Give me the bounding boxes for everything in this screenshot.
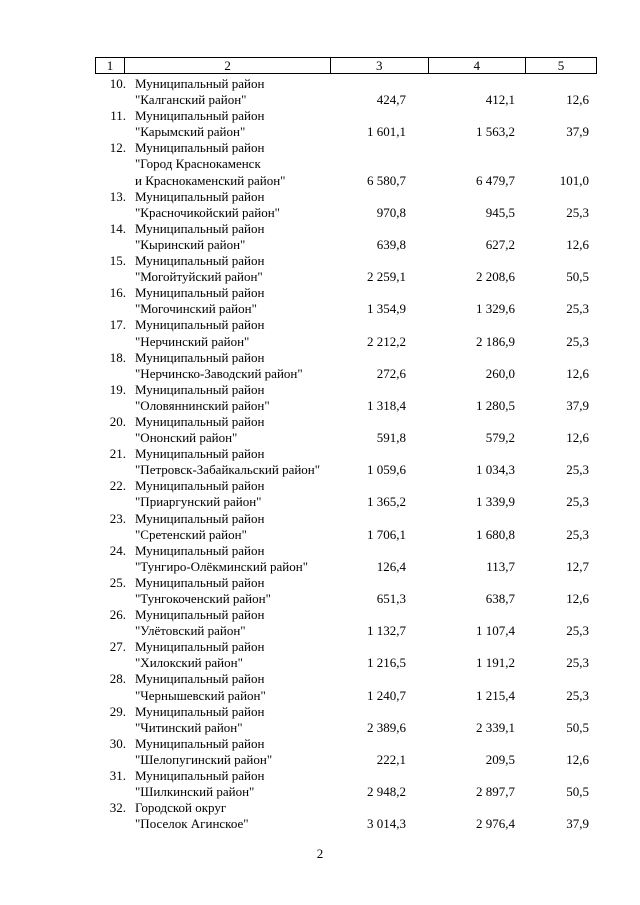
value-col-4: 6 479,7 bbox=[476, 172, 515, 188]
value-col-4: 2 186,9 bbox=[476, 333, 515, 349]
table-row bbox=[0, 575, 640, 607]
table-row bbox=[0, 108, 640, 140]
row-number: 24. bbox=[109, 542, 126, 558]
district-name bbox=[135, 575, 271, 607]
district-name-line: Муниципальный район bbox=[135, 76, 265, 91]
row-number: 17. bbox=[109, 317, 126, 333]
district-name-line: "Могойтуйский район" bbox=[135, 269, 263, 285]
value-col-3: 651,3 bbox=[376, 591, 406, 607]
table-row bbox=[0, 446, 640, 478]
district-name bbox=[135, 543, 308, 575]
value-col-4: 209,5 bbox=[485, 751, 515, 767]
value-col-4: 945,5 bbox=[485, 204, 515, 220]
district-name-line: "Карымский район" bbox=[135, 124, 246, 140]
value-col-5: 12,6 bbox=[566, 751, 589, 767]
value-col-4: 1 563,2 bbox=[476, 124, 515, 140]
row-number: 31. bbox=[109, 768, 126, 784]
district-name-line: Муниципальный район bbox=[135, 140, 265, 156]
value-col-5: 25,3 bbox=[566, 687, 589, 703]
value-col-3: 222,1 bbox=[376, 751, 406, 767]
district-name bbox=[135, 800, 249, 832]
value-col-3: 1 354,9 bbox=[367, 301, 406, 317]
district-name bbox=[135, 189, 280, 221]
district-name-line: "Улётовский район" bbox=[135, 623, 246, 639]
row-number: 25. bbox=[109, 574, 126, 590]
value-col-5: 12,6 bbox=[566, 430, 589, 446]
header-col-4: 4 bbox=[429, 58, 526, 73]
district-name-line: Муниципальный район bbox=[135, 253, 265, 269]
district-name-line: "Чернышевский район" bbox=[135, 687, 266, 703]
district-name-line: Муниципальный район bbox=[135, 768, 265, 784]
district-name bbox=[135, 414, 264, 446]
value-col-5: 25,3 bbox=[566, 204, 589, 220]
value-col-3: 1 216,5 bbox=[367, 655, 406, 671]
value-col-5: 37,9 bbox=[566, 397, 589, 413]
header-col-1: 1 bbox=[96, 58, 125, 73]
value-col-5: 12,6 bbox=[566, 236, 589, 252]
row-number: 12. bbox=[109, 140, 126, 156]
row-number: 29. bbox=[109, 703, 126, 719]
district-name-line: "Шелопугинский район" bbox=[135, 751, 273, 767]
value-col-4: 1 107,4 bbox=[476, 623, 515, 639]
district-name-line: Муниципальный район bbox=[135, 510, 265, 526]
table-row bbox=[0, 478, 640, 510]
district-name-line: Муниципальный район bbox=[135, 607, 265, 623]
value-col-4: 1 034,3 bbox=[476, 462, 515, 478]
value-col-4: 2 208,6 bbox=[476, 269, 515, 285]
value-col-4: 1 215,4 bbox=[476, 687, 515, 703]
table-row bbox=[0, 76, 640, 108]
value-col-3: 1 132,7 bbox=[367, 623, 406, 639]
value-col-5: 12,6 bbox=[566, 365, 589, 381]
row-number: 23. bbox=[109, 510, 126, 526]
district-name-line: Муниципальный район bbox=[135, 478, 265, 494]
value-col-4: 579,2 bbox=[485, 430, 515, 446]
district-name-line: Муниципальный район bbox=[135, 349, 265, 365]
table-row bbox=[0, 768, 640, 800]
district-name bbox=[135, 76, 264, 108]
district-name-line: Муниципальный район bbox=[135, 285, 265, 301]
row-number: 26. bbox=[109, 607, 126, 623]
value-col-3: 1 240,7 bbox=[367, 687, 406, 703]
value-col-3: 1 318,4 bbox=[367, 397, 406, 413]
row-number: 20. bbox=[109, 413, 126, 429]
row-number: 28. bbox=[109, 671, 126, 687]
district-name bbox=[135, 140, 285, 188]
district-name-line: "Красночикойский район" bbox=[135, 204, 280, 220]
district-name bbox=[135, 221, 264, 253]
district-name-line: Муниципальный район bbox=[135, 446, 265, 462]
header-col-3: 3 bbox=[331, 58, 428, 73]
table-header bbox=[95, 57, 597, 74]
value-col-3: 591,8 bbox=[376, 430, 406, 446]
value-col-4: 1 280,5 bbox=[476, 397, 515, 413]
district-name-line: "Нерчинский район" bbox=[135, 333, 250, 349]
value-col-5: 50,5 bbox=[566, 269, 589, 285]
district-name-line: "Тунгокоченский район" bbox=[135, 591, 271, 607]
value-col-3: 1 059,6 bbox=[367, 462, 406, 478]
table-row bbox=[0, 253, 640, 285]
district-name bbox=[135, 736, 272, 768]
row-number: 13. bbox=[109, 188, 126, 204]
value-col-4: 260,0 bbox=[485, 365, 515, 381]
district-name bbox=[135, 768, 264, 800]
value-col-3: 3 014,3 bbox=[367, 816, 406, 832]
table-row bbox=[0, 317, 640, 349]
district-name-line: Муниципальный район bbox=[135, 381, 265, 397]
value-col-3: 970,8 bbox=[376, 204, 406, 220]
value-col-3: 2 948,2 bbox=[367, 784, 406, 800]
value-col-4: 2 897,7 bbox=[476, 784, 515, 800]
value-col-4: 1 339,9 bbox=[476, 494, 515, 510]
district-name bbox=[135, 108, 264, 140]
value-col-4: 113,7 bbox=[486, 558, 515, 574]
row-number: 18. bbox=[109, 349, 126, 365]
value-col-5: 37,9 bbox=[566, 816, 589, 832]
district-name-line: "Кыринский район" bbox=[135, 236, 246, 252]
page-number: 2 bbox=[316, 846, 324, 861]
row-number: 15. bbox=[109, 253, 126, 269]
district-name-line: Муниципальный район bbox=[135, 574, 265, 590]
table-row bbox=[0, 350, 640, 382]
table-row bbox=[0, 543, 640, 575]
value-col-5: 50,5 bbox=[566, 719, 589, 735]
district-name-line: Муниципальный район bbox=[135, 188, 265, 204]
value-col-4: 1 680,8 bbox=[476, 526, 515, 542]
value-col-4: 412,1 bbox=[485, 92, 515, 108]
table-row bbox=[0, 704, 640, 736]
table-row bbox=[0, 382, 640, 414]
table-row bbox=[0, 736, 640, 768]
district-name-line: "Могочинский район" bbox=[135, 301, 257, 317]
row-number: 32. bbox=[109, 800, 126, 816]
header-col-2: 2 bbox=[125, 58, 331, 73]
value-col-5: 50,5 bbox=[566, 784, 589, 800]
value-col-3: 1 365,2 bbox=[367, 494, 406, 510]
district-name-line: Муниципальный район bbox=[135, 317, 265, 333]
district-name-line: Муниципальный район bbox=[135, 639, 265, 655]
district-name bbox=[135, 639, 264, 671]
value-col-3: 272,6 bbox=[376, 365, 406, 381]
district-name-line: "Тунгиро-Олёкминский район" bbox=[135, 558, 309, 574]
row-number: 21. bbox=[109, 446, 126, 462]
value-col-3: 424,7 bbox=[376, 92, 406, 108]
district-name bbox=[135, 382, 270, 414]
district-name-line: "Петровск-Забайкальский район" bbox=[135, 462, 321, 478]
value-col-4: 638,7 bbox=[485, 591, 515, 607]
table-row bbox=[0, 285, 640, 317]
value-col-5: 25,3 bbox=[566, 623, 589, 639]
table-row bbox=[0, 221, 640, 253]
value-col-3: 639,8 bbox=[376, 236, 406, 252]
district-name bbox=[135, 317, 264, 349]
table-row bbox=[0, 414, 640, 446]
district-name-line: "Читинский район" bbox=[135, 719, 243, 735]
row-number: 30. bbox=[109, 735, 126, 751]
district-name-line: "Город Краснокаменск bbox=[135, 156, 261, 172]
row-number: 16. bbox=[109, 285, 126, 301]
table-row bbox=[0, 140, 640, 188]
district-name bbox=[135, 446, 320, 478]
district-name-line: Городской округ bbox=[135, 800, 227, 816]
district-name bbox=[135, 704, 264, 736]
table-row bbox=[0, 189, 640, 221]
value-col-3: 2 212,2 bbox=[367, 333, 406, 349]
table-row bbox=[0, 639, 640, 671]
district-name bbox=[135, 253, 264, 285]
district-name-line: Муниципальный район bbox=[135, 108, 265, 124]
value-col-5: 12,6 bbox=[566, 591, 589, 607]
district-name bbox=[135, 478, 264, 510]
district-name-line: "Шилкинский район" bbox=[135, 784, 255, 800]
value-col-5: 25,3 bbox=[566, 655, 589, 671]
value-col-5: 25,3 bbox=[566, 494, 589, 510]
value-col-3: 1 706,1 bbox=[367, 526, 406, 542]
district-name bbox=[135, 607, 264, 639]
district-name-line: Муниципальный район bbox=[135, 703, 265, 719]
row-number: 11. bbox=[110, 108, 126, 124]
value-col-5: 37,9 bbox=[566, 124, 589, 140]
district-name-line: "Калганский район" bbox=[135, 92, 247, 108]
district-name-line: "Приаргунский район" bbox=[135, 494, 262, 510]
value-col-3: 1 601,1 bbox=[367, 124, 406, 140]
district-name-line: "Нерчинско-Заводский район" bbox=[135, 365, 303, 381]
district-name-line: Муниципальный район bbox=[135, 413, 265, 429]
value-col-3: 2 259,1 bbox=[367, 269, 406, 285]
value-col-5: 25,3 bbox=[566, 462, 589, 478]
table-row bbox=[0, 671, 640, 703]
value-col-4: 2 339,1 bbox=[476, 719, 515, 735]
district-name-line: Муниципальный район bbox=[135, 735, 265, 751]
value-col-4: 1 191,2 bbox=[476, 655, 515, 671]
row-number: 22. bbox=[109, 478, 126, 494]
district-name-line: "Оловяннинский район" bbox=[135, 397, 270, 413]
district-name-line: "Поселок Агинское" bbox=[135, 816, 249, 832]
value-col-5: 12,7 bbox=[566, 558, 589, 574]
value-col-3: 126,4 bbox=[376, 558, 406, 574]
district-name bbox=[135, 671, 266, 703]
value-col-5: 101,0 bbox=[559, 172, 589, 188]
district-name-line: "Сретенский район" bbox=[135, 526, 247, 542]
table-row bbox=[0, 800, 640, 832]
district-name-line: Муниципальный район bbox=[135, 220, 265, 236]
district-name bbox=[135, 350, 303, 382]
value-col-4: 2 976,4 bbox=[476, 816, 515, 832]
row-number: 10. bbox=[109, 76, 126, 91]
district-name-line: Муниципальный район bbox=[135, 542, 265, 558]
value-col-5: 12,6 bbox=[566, 92, 589, 108]
value-col-4: 627,2 bbox=[485, 236, 515, 252]
table-body bbox=[0, 76, 640, 832]
value-col-5: 25,3 bbox=[566, 526, 589, 542]
district-name bbox=[135, 511, 264, 543]
row-number: 19. bbox=[109, 381, 126, 397]
value-col-5: 25,3 bbox=[566, 333, 589, 349]
row-number: 27. bbox=[109, 639, 126, 655]
district-name-line: "Хилокский район" bbox=[135, 655, 243, 671]
district-name-line: Муниципальный район bbox=[135, 671, 265, 687]
value-col-5: 25,3 bbox=[566, 301, 589, 317]
row-number: 14. bbox=[109, 220, 126, 236]
value-col-3: 6 580,7 bbox=[367, 172, 406, 188]
header-col-5: 5 bbox=[557, 58, 565, 73]
district-name-line: и Краснокаменский район" bbox=[135, 172, 286, 188]
district-name-line: "Ононский район" bbox=[135, 430, 238, 446]
value-col-3: 2 389,6 bbox=[367, 719, 406, 735]
table-row bbox=[0, 511, 640, 543]
table-row bbox=[0, 607, 640, 639]
district-name bbox=[135, 285, 264, 317]
value-col-4: 1 329,6 bbox=[476, 301, 515, 317]
